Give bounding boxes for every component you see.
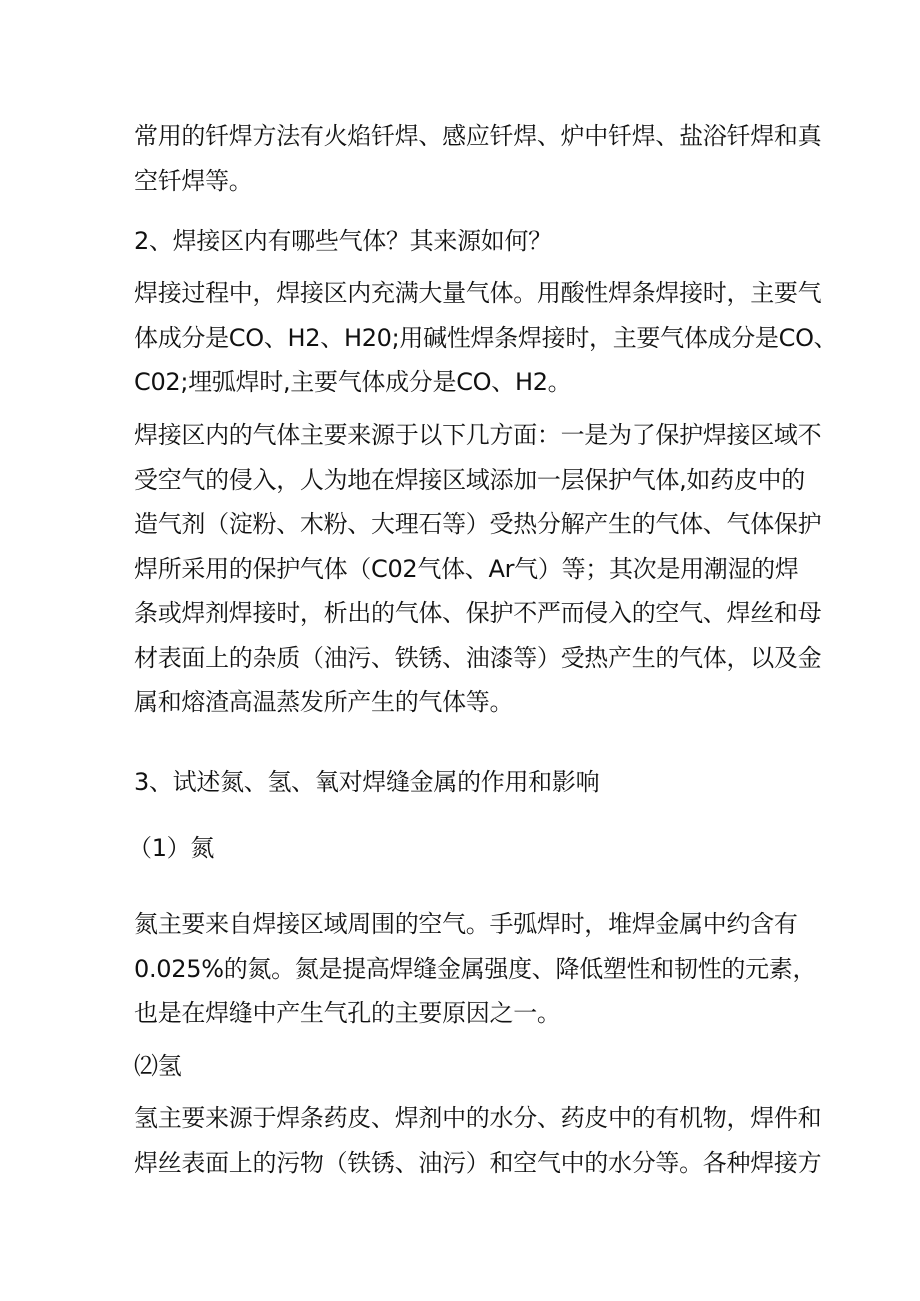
paragraph-brazing-methods [134, 114, 822, 203]
text-line: 氢主要来源于焊条药皮、焊剂中的水分、药皮中的有机物，焊件和 [134, 1104, 822, 1132]
text-line: 焊接区内的气体主要来源于以下几方面：一是为了保护焊接区域不 [134, 421, 822, 449]
text-line: 0.025%的氮。氮是提高焊缝金属强度、降低塑性和韧性的元素， [134, 954, 817, 983]
paragraph-nitrogen [134, 902, 817, 1036]
text-line: 材表面上的杂质（油污、铁锈、油漆等）受热产生的气体，以及金 [134, 643, 822, 672]
text-line: 常用的钎焊方法有火焰钎焊、感应钎焊、炉中钎焊、盐浴钎焊和真 [134, 122, 822, 150]
question-3-heading: 3、试述氮、氢、氧对焊缝金属的作用和影响 [134, 768, 600, 796]
text-line: 属和熔渣高温蒸发所产生的气体等。 [134, 688, 514, 716]
text-line: 体成分是CO、H2、H20;用碱性焊条焊接时，主要气体成分是CO、 [134, 323, 838, 352]
text-line: 焊接过程中，焊接区内充满大量气体。用酸性焊条焊接时，主要气 [134, 279, 822, 307]
text-line: 氮主要来自焊接区域周围的空气。手弧焊时，堆焊金属中约含有 [134, 910, 798, 938]
subsection-hydrogen-heading: ⑵氢 [134, 1052, 182, 1080]
subsection-nitrogen-heading: （1）氮 [128, 834, 215, 862]
text-line: 也是在焊缝中产生气孔的主要原因之一。 [134, 999, 561, 1027]
question-2-heading: 2、焊接区内有哪些气体？其来源如何？ [134, 227, 552, 255]
text-line: 受空气的侵入，人为地在焊接区域添加一层保护气体,如药皮中的 [134, 465, 805, 494]
text-line: 焊所采用的保护气体（C02气体、Ar气）等；其次是用潮湿的焊 [134, 554, 799, 583]
paragraph-gas-composition [134, 271, 838, 405]
text-line: 造气剂（淀粉、木粉、大理石等）受热分解产生的气体、气体保护 [134, 510, 822, 538]
text-line: 空钎焊等。 [134, 166, 253, 195]
text-line: 焊丝表面上的污物（铁锈、油污）和空气中的水分等。各种焊接方 [134, 1148, 822, 1177]
text-line: 条或焊剂焊接时，析出的气体、保护不严而侵入的空气、焊丝和母 [134, 599, 822, 627]
paragraph-gas-sources [134, 413, 822, 725]
text-line: C02;埋弧焊时,主要气体成分是CO、H2。 [134, 368, 572, 396]
paragraph-hydrogen [134, 1096, 822, 1185]
